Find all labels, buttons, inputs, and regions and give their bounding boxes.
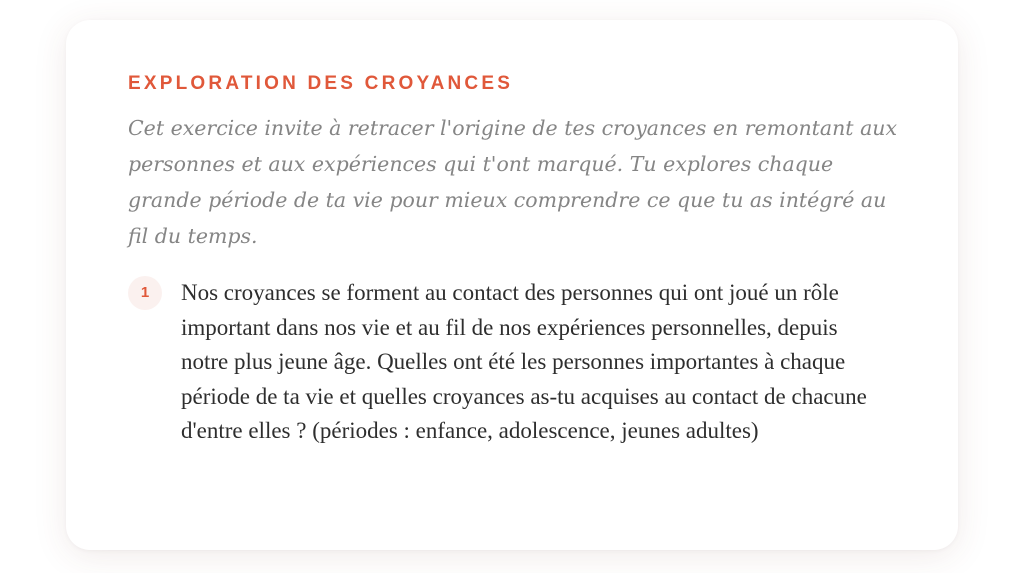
question-item	[128, 276, 896, 449]
question-text: Nos croyances se forment au contact des personnes qui ont joué un rôle important dans nos vie et au fil de nos expériences personnelles, depuis notre plus jeune âge. Quelles ont été les personnes importantes à chaque période de ta vie et quelles croyances as-tu acquises au contact de chacune d'entre elles ? (périodes : enfance, adolescence, jeunes adultes)	[181, 280, 867, 443]
card-title: EXPLORATION DES CROYANCES	[128, 73, 514, 94]
exercise-card	[66, 20, 958, 550]
question-number-badge: 1	[128, 276, 162, 310]
card-intro: Cet exercice invite à retracer l'origine de tes croyances en remontant aux personnes et aux expériences qui t'ont marqué. Tu explores chaque grande période de ta vie pour mieux comprendre ce que tu as intégré au fil du temps.	[128, 116, 898, 248]
